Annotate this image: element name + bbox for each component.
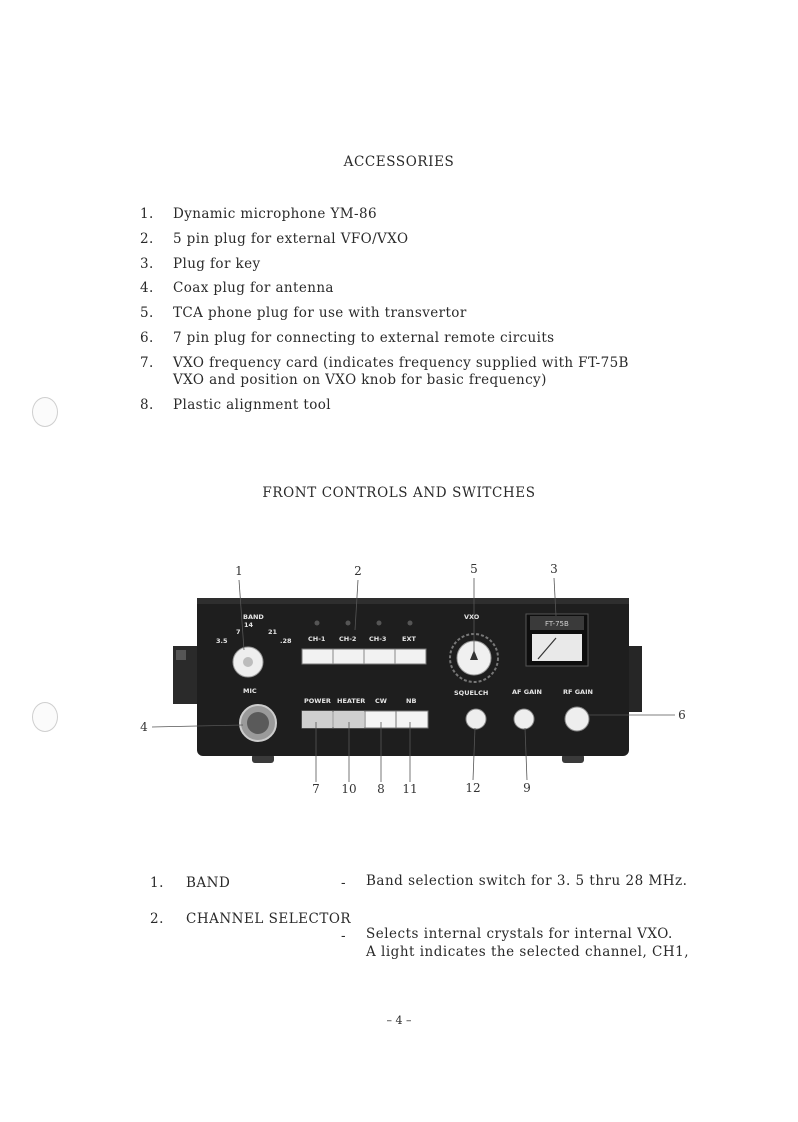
control-number: 1. <box>150 875 164 891</box>
item-text: Dynamic microphone YM-86 <box>173 206 377 222</box>
item-text: 5 pin plug for external VFO/VXO <box>173 230 409 247</box>
power-label: POWER <box>304 697 331 705</box>
band-mark-7: 7 <box>236 628 241 636</box>
item-text: VXO frequency card (indicates frequency supplied with FT-75B VXO and position on VXO knob for basic frequency) <box>173 354 629 388</box>
callout-4: 4 <box>140 720 148 734</box>
list-item <box>140 397 700 414</box>
item-number: 7. <box>140 354 154 371</box>
control-description: Band selection switch for 3. 5 thru 28 MHz. <box>366 873 688 889</box>
control-number: 2. <box>150 911 164 927</box>
rf-gain-knob <box>565 707 589 731</box>
band-mark-35: 3.5 <box>216 637 228 645</box>
vxo-label: VXO <box>464 613 480 621</box>
page-number: – 4 – <box>386 1014 412 1027</box>
mic-label: MIC <box>243 687 257 695</box>
squelch-knob <box>466 709 486 729</box>
band-mark-28: .28 <box>280 637 292 645</box>
item-number: 2. <box>140 230 154 247</box>
accessories-list <box>140 206 700 421</box>
band-mark-14: 14 <box>244 621 254 629</box>
callout-8: 8 <box>377 782 385 796</box>
item-number: 4. <box>140 280 154 297</box>
control-description: Selects internal crystals for internal VXO. A light indicates the selected channel, CH1, <box>366 926 690 960</box>
control-dash: - <box>341 928 347 944</box>
cw-label: CW <box>375 697 387 705</box>
control-name: BAND <box>186 875 231 891</box>
ch3-label: CH-3 <box>369 635 387 643</box>
squelch-label: SQUELCH <box>454 689 489 697</box>
nb-label: NB <box>406 697 417 705</box>
control-name: CHANNEL SELECTOR <box>186 911 352 927</box>
front-controls-heading: FRONT CONTROLS AND SWITCHES <box>262 485 536 501</box>
list-item <box>140 206 700 223</box>
list-item <box>140 231 700 248</box>
accessories-heading: ACCESSORIES <box>343 154 455 170</box>
punch-hole-top <box>32 397 58 427</box>
control-row-channel-selector <box>150 910 710 970</box>
item-text: TCA phone plug for use with transvertor <box>173 305 467 322</box>
band-label: BAND <box>243 613 264 621</box>
controls-descriptions <box>150 874 710 970</box>
item-text: Plug for key <box>173 255 261 272</box>
list-item <box>140 305 700 322</box>
punch-hole-bottom <box>32 702 58 732</box>
item-text: Coax plug for antenna <box>173 280 334 297</box>
item-number: 6. <box>140 329 154 346</box>
callout-11: 11 <box>402 782 418 796</box>
band-mark-21: 21 <box>268 628 278 636</box>
list-item <box>140 280 700 297</box>
item-number: 8. <box>140 396 154 413</box>
control-row-band <box>150 874 710 910</box>
radio-front-panel-figure <box>140 560 700 800</box>
list-item <box>140 330 700 347</box>
callout-2: 2 <box>354 564 362 578</box>
item-text: Plastic alignment tool <box>173 396 331 413</box>
rf-gain-label: RF GAIN <box>563 688 593 696</box>
callout-6: 6 <box>678 708 686 722</box>
item-number: 3. <box>140 255 154 272</box>
callout-9: 9 <box>523 781 531 795</box>
callout-7: 7 <box>312 782 320 796</box>
af-gain-knob <box>514 709 534 729</box>
callout-1: 1 <box>235 564 243 578</box>
callout-5: 5 <box>470 562 478 576</box>
ext-label: EXT <box>402 635 416 643</box>
item-text: 7 pin plug for connecting to external remote circuits <box>173 329 555 346</box>
af-gain-label: AF GAIN <box>512 688 542 696</box>
meter-brand: FT-75B <box>545 620 569 628</box>
list-item <box>140 355 700 389</box>
ch2-label: CH-2 <box>339 635 357 643</box>
control-dash: - <box>341 875 347 891</box>
callout-10: 10 <box>341 782 357 796</box>
item-number: 5. <box>140 305 154 322</box>
heater-label: HEATER <box>337 697 366 705</box>
ch1-label: CH-1 <box>308 635 326 643</box>
callout-3: 3 <box>550 562 558 576</box>
item-number: 1. <box>140 206 154 222</box>
callout-12: 12 <box>465 781 481 795</box>
list-item <box>140 256 700 273</box>
